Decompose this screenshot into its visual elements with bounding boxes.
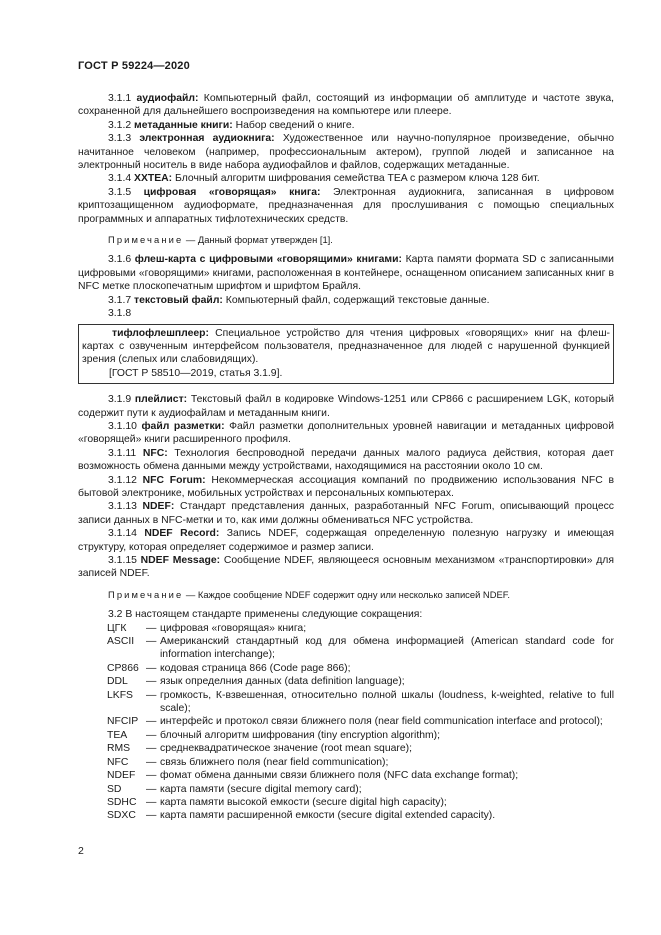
abbreviation-row	[107, 769, 614, 782]
abbreviation-description: язык определния данных (data definition language);	[160, 676, 405, 688]
definition	[78, 92, 614, 119]
definition-number: 3.1.15	[108, 555, 137, 566]
definition-text: Технология беспроводной передачи данных малого радиуса действия, которая дает возможность обмена данными между устройствами, находящимися на расстоянии около 10 см.	[78, 447, 615, 473]
abbreviation-term: DDL	[107, 676, 128, 688]
definition-term: NFC Forum:	[142, 474, 206, 486]
abbreviation-description: карта памяти высокой емкости (secure digital high capacity);	[160, 796, 447, 808]
definition-number: 3.1.2	[108, 119, 132, 131]
definition-term: тифлофлешплеер:	[112, 327, 209, 339]
abbreviation-dash: —	[146, 783, 157, 795]
abbreviation-term: SD	[107, 783, 122, 795]
abbreviation-term: NDEF	[107, 770, 136, 782]
definition-number: 3.1.13	[108, 501, 137, 513]
definition-number: 3.1.12	[108, 474, 137, 486]
definition-text: Специальное устройство для чтения цифровых «говорящих» книг на флеш-картах с озвученным интерфейсом пользователя, предназначенное для людей с нарушенной функцией зрения (слепых или слабовидящих).	[82, 327, 610, 366]
abbreviation-description: карта памяти расширенной емкости (secure digital extended capacity).	[160, 810, 496, 822]
abbreviation-description: фомат обмена данными связи ближнего поля (NFC data exchange format);	[160, 770, 519, 782]
abbreviation-row	[107, 689, 614, 716]
definition-term: NDEF Record:	[144, 528, 220, 540]
abbreviation-row	[107, 622, 614, 635]
abbreviation-term: CP866	[107, 662, 139, 674]
note-text: — Данный формат утвержден [1].	[185, 234, 333, 246]
abbreviation-term: ASCII	[107, 636, 135, 648]
definition-term: NDEF Message:	[140, 555, 221, 566]
standard-header: ГОСТ Р 59224—2020	[78, 60, 190, 72]
definition	[78, 294, 614, 307]
definition-text: Карта памяти формата SD с записанными цифровыми «говорящими» книгами, расположенная в контейнере, оснащенном описанием записанных книг в NFC метке плоскопечатным шрифтом и шрифтом Брайля.	[78, 254, 614, 293]
abbreviation-term: NFC	[107, 756, 129, 768]
definition	[78, 119, 614, 132]
abbreviation-row	[107, 796, 614, 809]
abbreviation-row	[107, 809, 614, 822]
definition-term: текстовый файл:	[134, 294, 223, 306]
abbreviation-description: карта памяти (secure digital memory card);	[160, 783, 362, 795]
note	[78, 233, 614, 246]
definition	[78, 253, 614, 293]
definition	[78, 527, 614, 554]
definition-number: 3.1.11	[108, 447, 137, 459]
definition-text: Компьютерный файл, содержащий текстовые данные.	[225, 294, 490, 306]
abbreviation-dash: —	[146, 810, 157, 822]
boxed-definition	[78, 324, 614, 385]
definition	[78, 172, 614, 185]
definition-number: 3.1.6	[108, 254, 132, 266]
abbreviation-term: RMS	[107, 743, 131, 755]
definition-text: Художественное или научно-популярное произведение, обычно начитанное человеком (например, профессиональным актером), группой людей и записанное на электронный носитель в виде набора аудиофайлов и файлов, содержащих метаданные.	[78, 133, 615, 172]
abbreviation-row	[107, 729, 614, 742]
note-lead: Примечание	[108, 234, 184, 246]
abbreviation-dash: —	[146, 716, 157, 728]
definition-term: плейлист:	[134, 394, 188, 406]
abbreviation-term: NFCIP	[107, 716, 139, 728]
definition-number: 3.1.8	[108, 308, 132, 320]
definition-text: Запись NDEF, содержащая определенную полезную нагрузку и имеющая структуру, которая определяет содержимое и размер записи.	[78, 528, 615, 553]
abbreviation-row	[107, 756, 614, 769]
definition-number: 3.1.1	[108, 93, 132, 104]
definition	[78, 474, 614, 501]
definition-term: флеш-карта с цифровыми «говорящими» книгами:	[134, 254, 402, 266]
document-body	[78, 92, 614, 823]
definition-text: Некоммерческая ассоциация компаний по продвижению использования NFC в бытовой электронике, мобильных устройствах и персональных компьютерах.	[78, 474, 614, 499]
definition-text: Компьютерный файл, состоящий из информации об амплитуде и частоте звука, сохраненной для дальнейшего воспроизведения на компьютере или плеере.	[78, 93, 615, 118]
abbreviation-description: блочный алгоритм шифрования (tiny encryption algorithm);	[160, 729, 440, 741]
definition-number: 3.1.7	[108, 294, 132, 306]
definition-source-reference: [ГОСТ Р 58510—2019, статья 3.1.9].	[109, 367, 283, 379]
definition-term: файл разметки:	[141, 420, 225, 432]
definition-term: цифровая «говорящая» книга:	[143, 186, 321, 198]
abbreviation-term: SDHC	[107, 796, 137, 808]
abbreviation-dash: —	[146, 636, 157, 648]
definition-term: NFC:	[142, 447, 168, 459]
definition	[78, 554, 614, 581]
definition-term: метаданные книги:	[134, 119, 233, 131]
definition-term: NDEF:	[142, 501, 175, 513]
abbreviation-row	[107, 635, 614, 662]
abbreviation-dash: —	[146, 622, 157, 634]
definition	[78, 393, 614, 420]
abbreviation-row	[107, 675, 614, 688]
abbreviations-intro: 3.2 В настоящем стандарте применены следующие сокращения:	[108, 609, 423, 621]
abbreviation-description: среднеквадратическое значение (root mean square);	[160, 743, 412, 755]
abbreviation-term: SDXC	[107, 810, 136, 822]
definition	[78, 186, 614, 226]
definition-text: Сообщение NDEF, являющееся основным механизмом «транспортировки» для записей NDEF.	[78, 555, 614, 580]
abbreviation-dash: —	[146, 770, 157, 782]
definition	[78, 420, 614, 447]
note	[78, 588, 614, 601]
abbreviation-term: ЦГК	[107, 622, 127, 634]
definition-number: 3.1.14	[108, 528, 137, 540]
page-number: 2	[78, 845, 84, 857]
definition-term: аудиофайл:	[136, 93, 199, 104]
definition-text: Набор сведений о книге.	[235, 119, 355, 131]
abbreviation-dash: —	[146, 676, 157, 688]
abbreviation-description: кодовая страница 866 (Code page 866);	[160, 662, 351, 674]
note-lead: Примечание	[108, 588, 184, 600]
definition-text: Электронная аудиокнига, записанная в цифровом криптозащищенном аудиоформате, предназначенная для прослушивания с помощью специальных программных и аппаратных тифлотехнических средств.	[78, 186, 615, 225]
definition	[82, 327, 610, 367]
abbreviation-description: связь ближнего поля (near field communication);	[160, 756, 389, 768]
definition-number: 3.1.3	[108, 133, 132, 145]
definition	[78, 132, 614, 172]
abbreviation-description: интерфейс и протокол связи ближнего поля (near field communication interface and protocol);	[160, 716, 603, 728]
definition-text: Стандарт представления данных, разработанный NFC Forum, описывающий процесс записи данных в NFC-метки и то, как ими должны обмениваться NFC устройства.	[78, 501, 614, 526]
definition	[78, 500, 614, 527]
definition-text: Текстовый файл в кодировке Windows-1251 или CP866 с расширением LGK, который содержит пути к аудиофайлам и метаданным книги.	[78, 394, 615, 419]
abbreviation-dash: —	[146, 662, 157, 674]
abbreviation-row	[107, 742, 614, 755]
definition-number: 3.1.9	[108, 394, 132, 406]
abbreviation-term: TEA	[107, 729, 128, 741]
abbreviation-term: LKFS	[107, 689, 133, 701]
note-text: — Каждое сообщение NDEF содержит одну или несколько записей NDEF.	[185, 588, 511, 600]
abbreviation-dash: —	[146, 729, 157, 741]
abbreviation-row	[107, 783, 614, 796]
abbreviation-dash: —	[146, 756, 157, 768]
definition-text: Файл разметки дополнительных уровней навигации и метаданных цифровой «говорящей» книги расширенного профиля.	[78, 420, 614, 446]
abbreviation-row	[107, 715, 614, 728]
abbreviation-description: громкость, К-взвешенная, относительно полной шкалы (loudness, k-weighted, relative to full scale);	[160, 689, 614, 715]
definition-term: электронная аудиокнига:	[139, 133, 275, 145]
abbreviation-row	[107, 662, 614, 675]
abbreviation-dash: —	[146, 689, 157, 701]
definition-text: Блочный алгоритм шифрования семейства TEA с размером ключа 128 бит.	[175, 173, 540, 185]
definition-number: 3.1.5	[108, 186, 132, 198]
definition-number: 3.1.4	[108, 173, 132, 185]
abbreviation-dash: —	[146, 796, 157, 808]
definition-number: 3.1.10	[108, 420, 137, 432]
abbreviation-dash: —	[146, 743, 157, 755]
definition	[78, 447, 614, 474]
abbreviation-description: цифровая «говорящая» книга;	[160, 622, 307, 634]
abbreviation-description: Американский стандартный код для обмена информацией (American standard code for information interchange);	[160, 636, 614, 661]
definition-term: XXTEA:	[134, 173, 173, 185]
abbreviations-table	[107, 622, 614, 823]
